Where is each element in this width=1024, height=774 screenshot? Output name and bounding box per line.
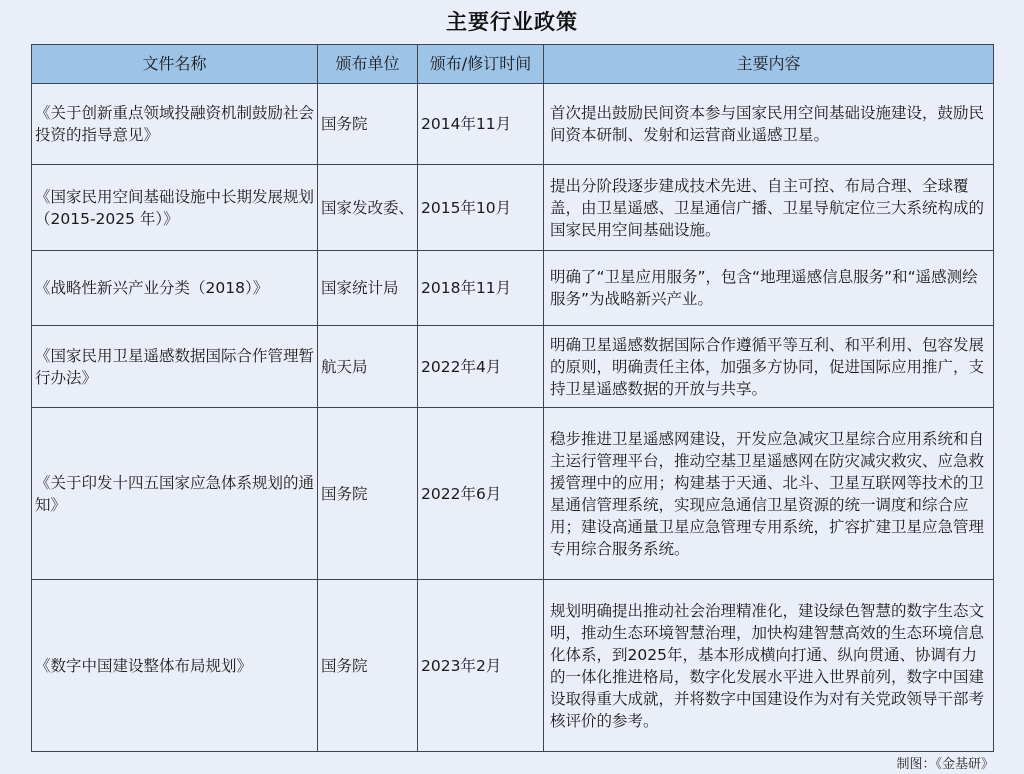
- column-header-date: 颁布/修订时间: [418, 45, 544, 84]
- policy-issuer: 国务院: [318, 84, 418, 165]
- policy-content: 首次提出鼓励民间资本参与国家民用空间基础设施建设，鼓励民间资本研制、发射和运营商业遥感卫星。: [544, 84, 994, 165]
- table-row: [32, 251, 994, 326]
- policy-date: 2022年4月: [418, 326, 544, 408]
- policy-name: 《关于创新重点领域投融资机制鼓励社会投资的指导意见》: [32, 84, 318, 165]
- table-header-row: [32, 45, 994, 84]
- policy-issuer: 国家统计局: [318, 251, 418, 326]
- column-header-issuer: 颁布单位: [318, 45, 418, 84]
- column-header-content: 主要内容: [544, 45, 994, 84]
- policy-content: 明确了“卫星应用服务”，包含“地理遥感信息服务”和“遥感测绘服务”为战略新兴产业。: [544, 251, 994, 326]
- policy-content: 明确卫星遥感数据国际合作遵循平等互利、和平利用、包容发展的原则，明确责任主体，加强多方协同，促进国际应用推广，支持卫星遥感数据的开放与共享。: [544, 326, 994, 408]
- policy-name: 《数字中国建设整体布局规划》: [32, 580, 318, 752]
- table-row: [32, 408, 994, 580]
- policy-date: 2023年2月: [418, 580, 544, 752]
- policy-content: 规划明确提出推动社会治理精准化，建设绿色智慧的数字生态文明，推动生态环境智慧治理，加快构建智慧高效的生态环境信息化体系，到2025年，基本形成横向打通、纵向贯通、协调有力的一体化推进格局，数字化发展水平进入世界前列，数字中国建设取得重大成就，并将数字中国建设作为对有关党政领导干部考核评价的参考。: [544, 580, 994, 752]
- policy-name: 《国家民用卫星遥感数据国际合作管理暂行办法》: [32, 326, 318, 408]
- policy-content: 提出分阶段逐步建成技术先进、自主可控、布局合理、全球覆盖，由卫星遥感、卫星通信广播、卫星导航定位三大系统构成的国家民用空间基础设施。: [544, 165, 994, 251]
- column-header-name: 文件名称: [32, 45, 318, 84]
- policy-name: 《关于印发十四五国家应急体系规划的通知》: [32, 408, 318, 580]
- policy-date: 2014年11月: [418, 84, 544, 165]
- policy-table: [31, 44, 994, 752]
- table-row: [32, 326, 994, 408]
- policy-issuer: 国务院: [318, 408, 418, 580]
- policy-date: 2015年10月: [418, 165, 544, 251]
- policy-date: 2018年11月: [418, 251, 544, 326]
- table-row: [32, 580, 994, 752]
- chart-credit: 制图：《金基研》: [896, 757, 994, 772]
- policy-content: 稳步推进卫星遥感网建设，开发应急减灾卫星综合应用系统和自主运行管理平台，推动空基卫星遥感网在防灾减灾救灾、应急救援管理中的应用；构建基于天通、北斗、卫星互联网等技术的卫星通信管理系统，实现应急通信卫星资源的统一调度和综合应用；建设高通量卫星应急管理专用系统，扩容扩建卫星应急管理专用综合服务系统。: [544, 408, 994, 580]
- table-row: [32, 84, 994, 165]
- policy-issuer: 国务院: [318, 580, 418, 752]
- page-title: 主要行业政策: [446, 10, 578, 34]
- policy-issuer: 国家发改委、: [318, 165, 418, 251]
- policy-name: 《战略性新兴产业分类（2018）》: [32, 251, 318, 326]
- policy-name: 《国家民用空间基础设施中长期发展规划（2015-2025 年）》: [32, 165, 318, 251]
- policy-date: 2022年6月: [418, 408, 544, 580]
- policy-issuer: 航天局: [318, 326, 418, 408]
- table-row: [32, 165, 994, 251]
